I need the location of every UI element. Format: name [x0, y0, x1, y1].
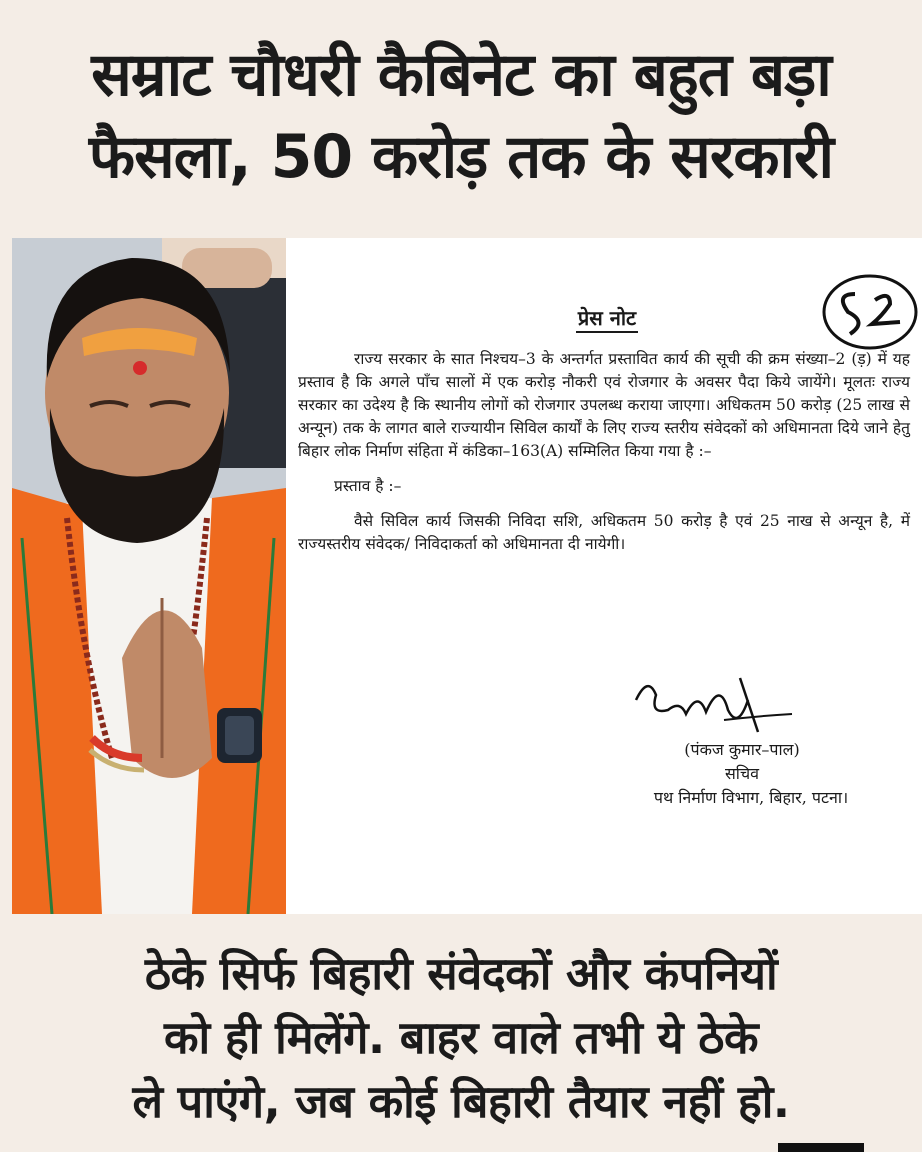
footer-line-1: ठेके सिर्फ बिहारी संवेदकों और कंपनियों — [144, 947, 778, 1000]
footer-banner — [0, 924, 922, 1152]
signatory-title: सचिव — [724, 764, 760, 783]
politician-photo — [12, 238, 286, 914]
signatory-office: पथ निर्माण विभाग, बिहार, पटना। — [653, 788, 849, 807]
content-panel — [12, 238, 922, 914]
footer-line-3: ले पाएंगे, जब कोई बिहारी तैयार नहीं हो. — [132, 1075, 790, 1128]
signature-block — [582, 738, 902, 810]
press-note-document — [292, 238, 922, 914]
paragraph-2: वैसे सिविल कार्य जिसकी निविदा सशि, अधिकतम 50 करोड़ है एवं 25 नाख से अन्यून है, में राज्यस्तरीय संवेदक/ निविदाकर्ता को अधिमानता दी नायेगी। — [298, 512, 910, 553]
signatory-name: (पंकज कुमार–पाल) — [684, 740, 800, 759]
headline-line-1: सम्राट चौधरी कैबिनेट का बहुत बड़ा — [91, 40, 831, 110]
headline-banner — [0, 0, 922, 232]
handwritten-signature — [628, 670, 798, 744]
document-title: प्रेस नोट — [292, 304, 922, 331]
document-body — [298, 348, 910, 556]
proposal-label: प्रस्ताव है :– — [334, 477, 402, 495]
corner-bar — [778, 1143, 864, 1152]
paragraph-1: राज्य सरकार के सात निश्चय–3 के अन्तर्गत प्रस्तावित कार्य की सूची की क्रम संख्या–2 (ड़) में यह प्रस्ताव है कि अगले पाँच सालों में एक करोड़ नौकरी एवं रोजगार के अवसर पैदा किये जायेंगे। मूलतः राज्य सरकार का उदेश्य है कि स्थानीय लोगों को रोजगार उपलब्ध कराया जाएगा। अधिकतम 50 करोड़ (25 लाख से अन्यून) तक के लागत बाले राज्यायीन सिविल कार्यों के लिए राज्य स्तरीय संवेदकों को अधिमानता दिये जाने हेतु बिहार लोक निर्माण संहिता में कंडिका–163(A) सम्मिलित किया गया है :– — [298, 350, 910, 460]
headline-line-2: फैसला, 50 करोड़ तक के सरकारी — [88, 122, 834, 192]
footer-line-2: को ही मिलेंगे. बाहर वाले तभी ये ठेके — [163, 1011, 759, 1064]
